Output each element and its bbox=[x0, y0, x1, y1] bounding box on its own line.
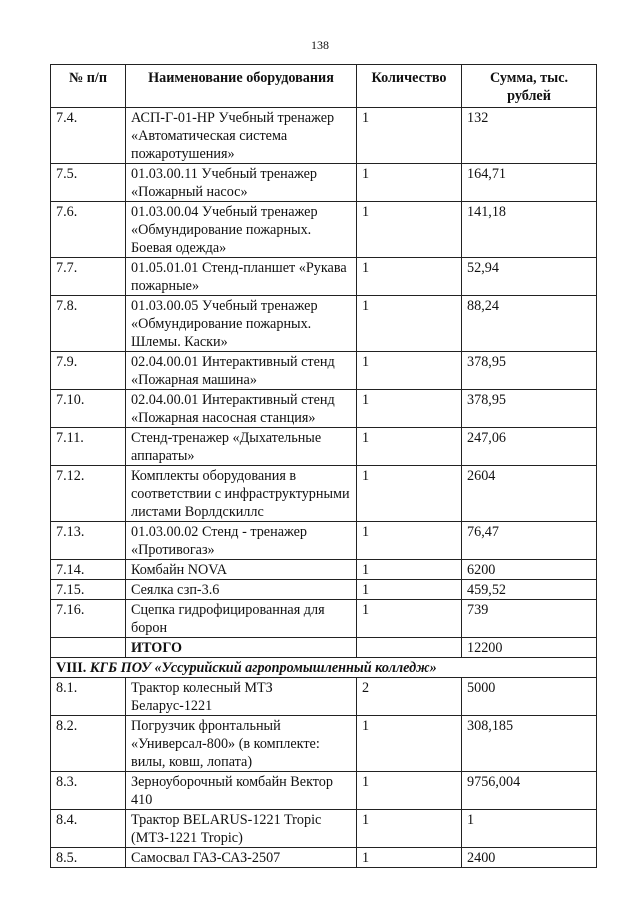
quantity: 1 bbox=[357, 466, 462, 522]
row-number: 7.4. bbox=[51, 108, 126, 164]
equipment-name: АСП-Г-01-НР Учебный тренажер «Автоматическая система пожаротушения» bbox=[126, 108, 357, 164]
table-row bbox=[51, 560, 597, 580]
table-row bbox=[51, 522, 597, 560]
row-number: 8.1. bbox=[51, 678, 126, 716]
header-num: № п/п bbox=[51, 65, 126, 108]
row-number: 7.6. bbox=[51, 202, 126, 258]
table-row bbox=[51, 428, 597, 466]
amount: 76,47 bbox=[462, 522, 597, 560]
total-row bbox=[51, 638, 597, 658]
quantity: 1 bbox=[357, 716, 462, 772]
header-name: Наименование оборудования bbox=[126, 65, 357, 108]
amount: 52,94 bbox=[462, 258, 597, 296]
page-number: 138 bbox=[311, 38, 329, 52]
equipment-name: Трактор колесный МТЗ Беларус-1221 bbox=[126, 678, 357, 716]
quantity: 1 bbox=[357, 296, 462, 352]
amount: 2604 bbox=[462, 466, 597, 522]
row-number: 7.15. bbox=[51, 580, 126, 600]
equipment-name: 02.04.00.01 Интерактивный стенд «Пожарная насосная станция» bbox=[126, 390, 357, 428]
total-label: ИТОГО bbox=[126, 638, 357, 658]
quantity: 2 bbox=[357, 678, 462, 716]
equipment-name: Сеялка сзп-3.6 bbox=[126, 580, 357, 600]
quantity: 1 bbox=[357, 258, 462, 296]
header-sum: Сумма, тыс. рублей bbox=[462, 65, 597, 108]
quantity: 1 bbox=[357, 560, 462, 580]
equipment-name: 01.03.00.04 Учебный тренажер «Обмундирование пожарных. Боевая одежда» bbox=[126, 202, 357, 258]
equipment-name: Стенд-тренажер «Дыхательные аппараты» bbox=[126, 428, 357, 466]
row-number: 8.5. bbox=[51, 848, 126, 868]
table-row bbox=[51, 390, 597, 428]
amount: 247,06 bbox=[462, 428, 597, 466]
amount: 739 bbox=[462, 600, 597, 638]
quantity: 1 bbox=[357, 390, 462, 428]
equipment-name: 01.05.01.01 Стенд-планшет «Рукава пожарные» bbox=[126, 258, 357, 296]
quantity: 1 bbox=[357, 772, 462, 810]
table-row bbox=[51, 352, 597, 390]
table-row bbox=[51, 600, 597, 638]
equipment-name: 01.03.00.11 Учебный тренажер «Пожарный насос» bbox=[126, 164, 357, 202]
row-number: 7.7. bbox=[51, 258, 126, 296]
amount: 378,95 bbox=[462, 352, 597, 390]
table-row bbox=[51, 108, 597, 164]
quantity: 1 bbox=[357, 202, 462, 258]
row-number: 8.4. bbox=[51, 810, 126, 848]
table-row bbox=[51, 678, 597, 716]
amount: 459,52 bbox=[462, 580, 597, 600]
table-row bbox=[51, 810, 597, 848]
header-qty: Количество bbox=[357, 65, 462, 108]
equipment-table bbox=[50, 64, 597, 868]
amount: 5000 bbox=[462, 678, 597, 716]
quantity: 1 bbox=[357, 580, 462, 600]
equipment-name: Комплекты оборудования в соответствии с инфраструктурными листами Ворлдскиллс bbox=[126, 466, 357, 522]
equipment-name: Самосвал ГАЗ-САЗ-2507 bbox=[126, 848, 357, 868]
table-row bbox=[51, 580, 597, 600]
row-number: 8.2. bbox=[51, 716, 126, 772]
equipment-name: 01.03.00.05 Учебный тренажер «Обмундирование пожарных. Шлемы. Каски» bbox=[126, 296, 357, 352]
quantity: 1 bbox=[357, 164, 462, 202]
table-row bbox=[51, 258, 597, 296]
table-row bbox=[51, 164, 597, 202]
table-row bbox=[51, 296, 597, 352]
quantity: 1 bbox=[357, 522, 462, 560]
amount: 308,185 bbox=[462, 716, 597, 772]
row-number: 7.13. bbox=[51, 522, 126, 560]
quantity: 1 bbox=[357, 352, 462, 390]
amount: 9756,004 bbox=[462, 772, 597, 810]
equipment-name: Сцепка гидрофицированная для борон bbox=[126, 600, 357, 638]
quantity: 1 bbox=[357, 600, 462, 638]
table-row bbox=[51, 466, 597, 522]
equipment-name: 01.03.00.02 Стенд - тренажер «Противогаз» bbox=[126, 522, 357, 560]
total-qty-empty bbox=[357, 638, 462, 658]
equipment-name: Комбайн NOVA bbox=[126, 560, 357, 580]
amount: 1 bbox=[462, 810, 597, 848]
section-header bbox=[51, 658, 597, 678]
total-sum: 12200 bbox=[462, 638, 597, 658]
row-number: 7.14. bbox=[51, 560, 126, 580]
table-row bbox=[51, 848, 597, 868]
section-title: КГБ ПОУ «Уссурийский агропромышленный колледж» bbox=[89, 660, 437, 676]
row-number: 7.5. bbox=[51, 164, 126, 202]
row-number: 7.16. bbox=[51, 600, 126, 638]
equipment-name: Погрузчик фронтальный «Универсал-800» (в комплекте: вилы, ковш, лопата) bbox=[126, 716, 357, 772]
table-row bbox=[51, 716, 597, 772]
amount: 2400 bbox=[462, 848, 597, 868]
row-number: 7.10. bbox=[51, 390, 126, 428]
equipment-name: 02.04.00.01 Интерактивный стенд «Пожарная машина» bbox=[126, 352, 357, 390]
quantity: 1 bbox=[357, 108, 462, 164]
table-header-row bbox=[51, 65, 597, 108]
total-num-empty bbox=[51, 638, 126, 658]
table-row bbox=[51, 772, 597, 810]
equipment-name: Трактор BELARUS-1221 Tropic (МТЗ-1221 Tropic) bbox=[126, 810, 357, 848]
section-row bbox=[51, 658, 597, 678]
amount: 6200 bbox=[462, 560, 597, 580]
quantity: 1 bbox=[357, 428, 462, 466]
amount: 141,18 bbox=[462, 202, 597, 258]
row-number: 7.11. bbox=[51, 428, 126, 466]
row-number: 7.12. bbox=[51, 466, 126, 522]
equipment-name: Зерноуборочный комбайн Вектор 410 bbox=[126, 772, 357, 810]
section-roman: VIII. bbox=[56, 660, 87, 676]
amount: 88,24 bbox=[462, 296, 597, 352]
quantity: 1 bbox=[357, 848, 462, 868]
row-number: 8.3. bbox=[51, 772, 126, 810]
amount: 164,71 bbox=[462, 164, 597, 202]
row-number: 7.8. bbox=[51, 296, 126, 352]
table-row bbox=[51, 202, 597, 258]
amount: 132 bbox=[462, 108, 597, 164]
quantity: 1 bbox=[357, 810, 462, 848]
amount: 378,95 bbox=[462, 390, 597, 428]
row-number: 7.9. bbox=[51, 352, 126, 390]
